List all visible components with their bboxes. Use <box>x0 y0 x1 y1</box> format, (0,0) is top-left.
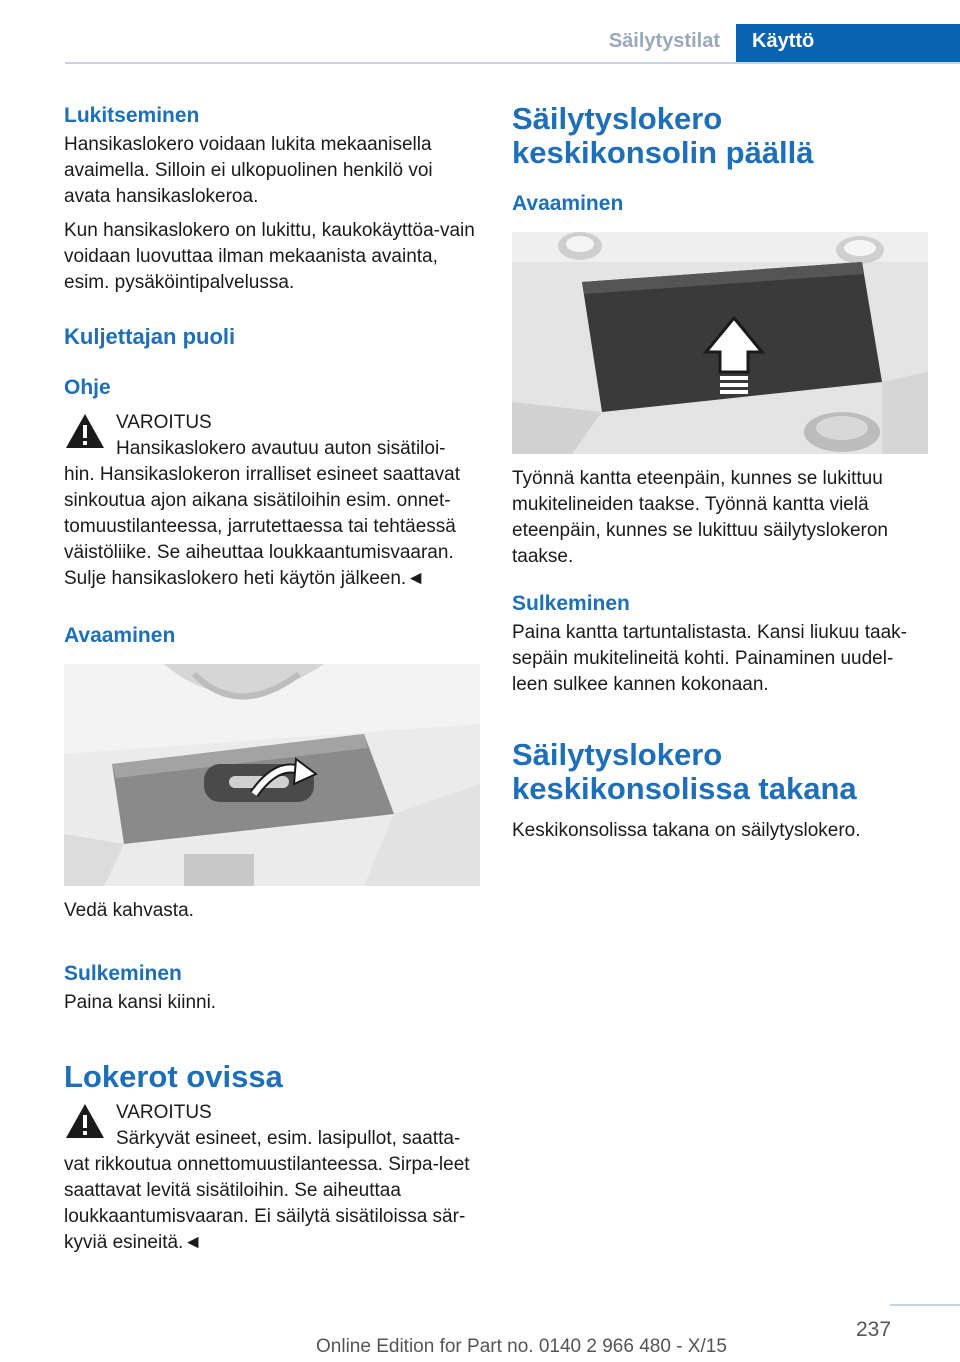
header-chapter-tab: Käyttö <box>736 24 960 62</box>
warning-block-doors <box>64 1100 480 1256</box>
footer-edition-text: Online Edition for Part no. 0140 2 966 480 - X/15 <box>316 1336 727 1357</box>
heading-lukitseminen: Lukitseminen <box>64 104 200 127</box>
center-console-photo <box>512 232 928 454</box>
glovebox-photo <box>64 664 480 886</box>
footer-divider <box>890 1304 960 1306</box>
heading-kuljettajan-puoli: Kuljettajan puoli <box>64 324 236 349</box>
heading-keskikonsolin-paalla: Säilytyslokero keskikonsolin päällä <box>512 101 814 170</box>
heading-avaaminen-right: Avaaminen <box>512 192 624 215</box>
header-section-label: Säilytystilat <box>608 30 720 52</box>
heading-ohje: Ohje <box>64 376 111 399</box>
warning-label: VAROITUS <box>116 412 212 433</box>
warning-label: VAROITUS <box>116 1102 212 1123</box>
warning-triangle-icon <box>64 412 106 450</box>
paragraph-lukitseminen-1: Hansikaslokero voidaan lukita mekaanisella avaimella. Silloin ei ulkopuolinen henkilö voi avata hansikaslokeroa. <box>64 134 433 207</box>
paragraph-sulkeminen-right: Paina kantta tartuntalistasta. Kansi liukuu taak-sepäin mukitelineitä kohti. Painaminen uudel-leen sulkee kannen kokonaan. <box>512 622 908 695</box>
warning-text-body: hin. Hansikaslokeron irralliset esineet saattavat sinkoutua ajon aikana sisätiloihin esim. onnet-tomuustilanteessa, jarrutettaessa tai tehtäessä väistöliike. Se aiheuttaa loukkaantumisvaaran. Sulje hansikaslokero heti käytön jälkeen.◄ <box>64 464 461 589</box>
paragraph-keskikonsolissa-takana: Keskikonsolissa takana on säilytyslokero. <box>512 820 861 841</box>
paragraph-avaaminen-right: Työnnä kantta eteenpäin, kunnes se lukittuu mukitelineiden taakse. Työnnä kantta vielä eteenpäin, kunnes se lukittuu säilytyslokeron taakse. <box>512 468 889 567</box>
paragraph-sulkeminen-left: Paina kansi kiinni. <box>64 992 217 1013</box>
paragraph-lukitseminen-2: Kun hansikaslokero on lukittu, kaukokäyttöa-vain voidaan luovuttaa ilman mekaanista avainta, esim. pysäköintipalvelussa. <box>64 220 475 293</box>
left-column <box>64 100 480 1256</box>
warning-text-body: vat rikkoutua onnettomuustilanteessa. Sirpa-leet saattavat levitä sisätiloihin. Se aiheuttaa loukkaantumisvaaran. Ei säilytä sisätiloissa sär-kyviä esineitä.◄ <box>64 1154 470 1253</box>
warning-triangle-icon <box>64 1102 106 1140</box>
caption-veda-kahvasta: Vedä kahvasta. <box>64 900 194 921</box>
heading-sulkeminen-left: Sulkeminen <box>64 962 182 985</box>
heading-sulkeminen-right: Sulkeminen <box>512 592 630 615</box>
header-divider <box>65 62 960 64</box>
page-number: 237 <box>856 1318 892 1341</box>
warning-text-first-line: Särkyvät esineet, esim. lasipullot, saatta- <box>116 1128 461 1149</box>
right-column <box>512 100 928 844</box>
heading-lokerot-ovissa: Lokerot ovissa <box>64 1059 283 1094</box>
warning-text-first-line: Hansikaslokero avautuu auton sisätiloi- <box>116 438 446 459</box>
warning-block-glovebox <box>64 410 480 592</box>
heading-keskikonsolissa-takana: Säilytyslokero keskikonsolissa takana <box>512 737 857 806</box>
heading-avaaminen-left: Avaaminen <box>64 624 176 647</box>
